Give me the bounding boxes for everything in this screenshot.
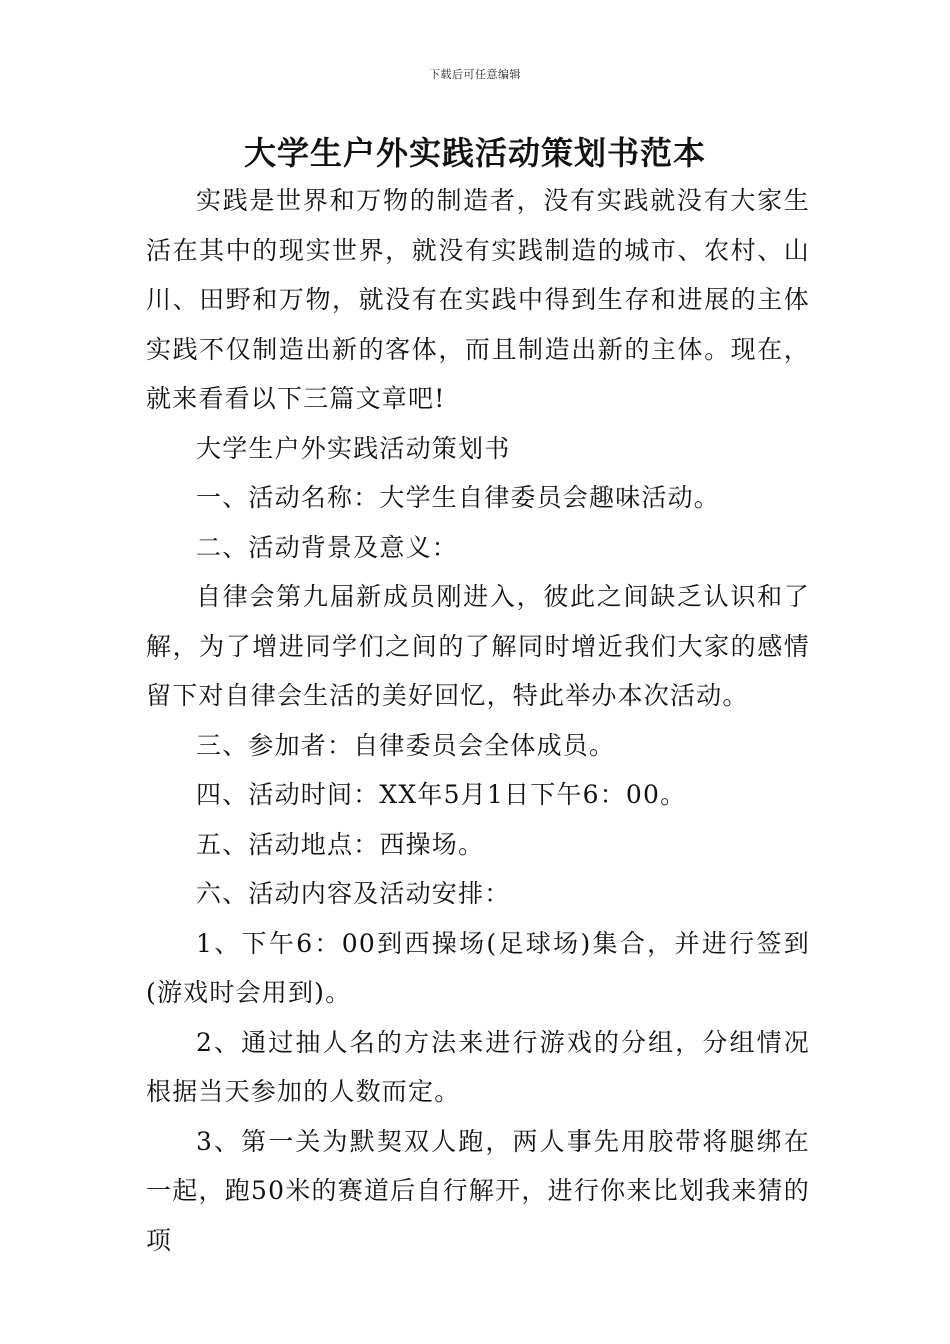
participants-paragraph: 三、参加者：自律委员会全体成员。	[196, 730, 616, 760]
location-paragraph: 五、活动地点：西操场。	[196, 829, 485, 859]
step-3-paragraph: 3、第一关为默契双人跑，两人事先用胶带将腿绑在一起，跑50米的赛道后自行解开，进行你来比划我来猜的项	[146, 1126, 810, 1255]
header-note: 下载后可任意编辑	[429, 68, 521, 81]
step-1-paragraph: 1、下午6：00到西操场(足球场)集合，并进行签到(游戏时会用到)。	[146, 928, 810, 1007]
time-paragraph: 四、活动时间：XX年5月1日下午6：00。	[196, 780, 687, 809]
activity-name-paragraph: 一、活动名称：大学生自律委员会趣味活动。	[196, 483, 721, 512]
section-heading: 大学生户外实践活动策划书	[196, 433, 511, 463]
background-heading: 二、活动背景及意义：	[196, 532, 459, 562]
document-body	[146, 176, 810, 1265]
document-title: 大学生户外实践活动策划书范本	[243, 134, 706, 172]
background-paragraph: 自律会第九届新成员刚进入，彼此之间缺乏认识和了解，为了增进同学们之间的了解同时增近我们大家的感情留下对自律会生活的美好回忆，特此举办本次活动。	[146, 582, 810, 710]
step-2-paragraph: 2、通过抽人名的方法来进行游戏的分组，分组情况根据当天参加的人数而定。	[146, 1027, 810, 1106]
content-heading: 六、活动内容及活动安排：	[196, 879, 511, 908]
intro-paragraph: 实践是世界和万物的制造者，没有实践就没有大家生活在其中的现实世界，就没有实践制造的城市、农村、山川、田野和万物，就没有在实践中得到生存和进展的主体实践不仅制造出新的客体，而且制造出新的主体。现在，就来看看以下三篇文章吧!	[146, 186, 810, 413]
